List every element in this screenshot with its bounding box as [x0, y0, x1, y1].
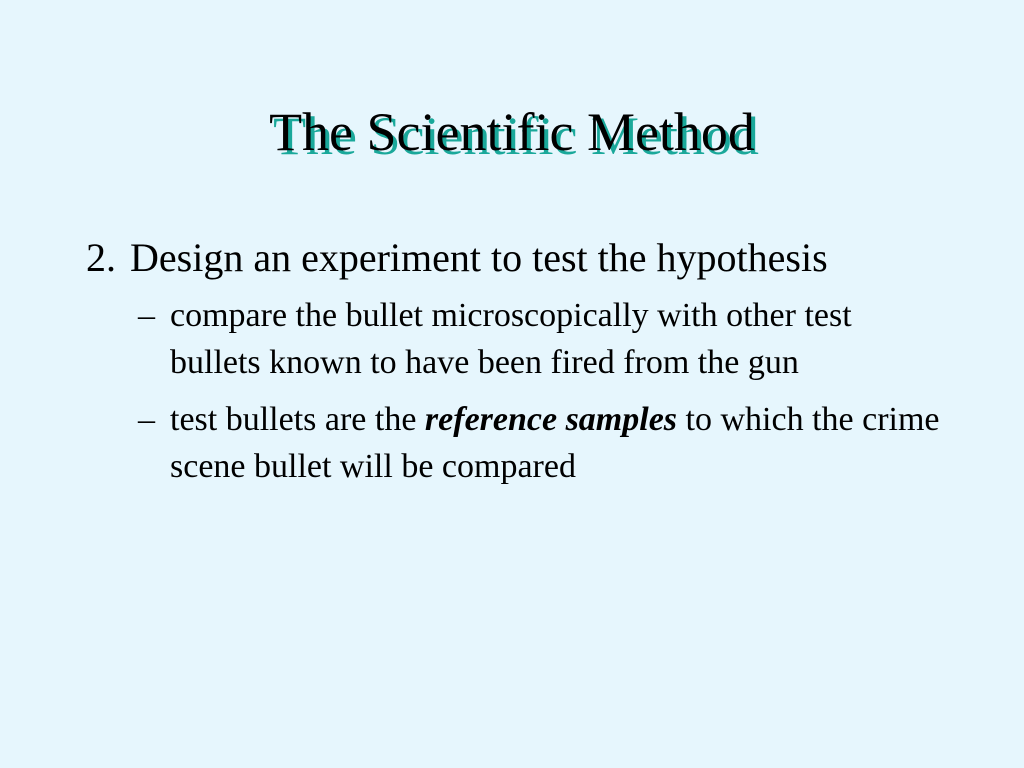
sub-bullet-reference	[138, 396, 946, 490]
sub-bullet-text-before: test bullets are the	[170, 401, 417, 438]
sub-bullet-compare	[138, 292, 946, 386]
sub-bullet-text: compare the bullet microscopically with other test bullets known to have been fired from the gun	[170, 297, 852, 381]
slide-title: The Scientific Method	[269, 102, 755, 162]
dash-marker: –	[138, 401, 155, 438]
reference-samples-emphasis: reference samples	[424, 401, 678, 438]
bullet-point-2	[86, 232, 946, 284]
sub-bullet-text-after: to which the crime scene bullet will be compared	[170, 401, 940, 485]
slide-body	[86, 232, 946, 490]
dash-marker: –	[138, 297, 155, 334]
bullet-number: 2.	[86, 235, 116, 280]
bullet-text: Design an experiment to test the hypothesis	[130, 235, 828, 280]
